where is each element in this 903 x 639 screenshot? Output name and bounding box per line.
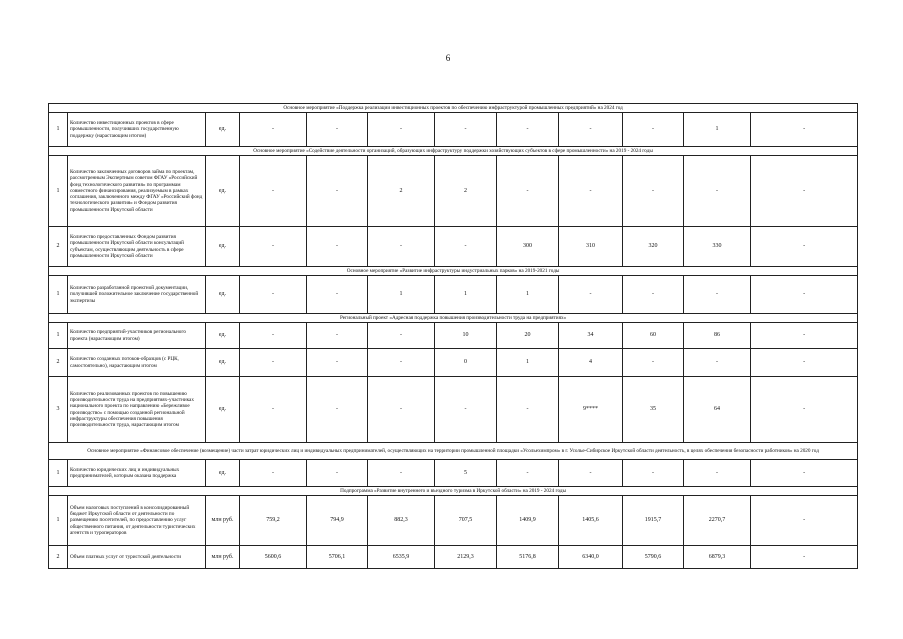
value-cell: 1 — [684, 113, 751, 147]
value-cell: 5600,6 — [240, 546, 307, 569]
value-cell: 310 — [559, 227, 623, 267]
value-cell: - — [368, 349, 435, 377]
indicator-name: Количество предоставленных Фондом развития промышленности Иркутской области консультаций субъектам, осуществляющим деятельность в сфере промышленности Иркутской области — [68, 227, 206, 267]
table-row — [49, 156, 858, 227]
value-cell: - — [751, 377, 858, 443]
value-cell: 86 — [684, 323, 751, 349]
value-cell: 6535,9 — [368, 546, 435, 569]
value-cell: 0 — [435, 349, 497, 377]
value-cell: - — [623, 156, 684, 227]
table-row — [49, 460, 858, 487]
value-cell: 2129,3 — [435, 546, 497, 569]
value-cell: 4 — [559, 349, 623, 377]
row-number: 1 — [49, 460, 68, 487]
value-cell: - — [684, 349, 751, 377]
value-cell: 759,2 — [240, 496, 307, 546]
value-cell: - — [307, 276, 368, 314]
value-cell: 1405,6 — [559, 496, 623, 546]
value-cell: - — [435, 227, 497, 267]
value-cell: - — [751, 460, 858, 487]
row-number: 1 — [49, 156, 68, 227]
value-cell: 707,5 — [435, 496, 497, 546]
unit-cell: ед. — [206, 276, 240, 314]
value-cell: 794,9 — [307, 496, 368, 546]
value-cell: 300 — [497, 227, 559, 267]
value-cell: - — [751, 276, 858, 314]
value-cell: - — [623, 113, 684, 147]
value-cell: - — [240, 276, 307, 314]
value-cell: - — [240, 156, 307, 227]
row-number: 2 — [49, 349, 68, 377]
value-cell: - — [497, 460, 559, 487]
row-number: 1 — [49, 276, 68, 314]
value-cell: - — [368, 323, 435, 349]
value-cell: 9**** — [559, 377, 623, 443]
section-row — [49, 147, 858, 156]
value-cell: - — [684, 276, 751, 314]
indicator-name: Объем платных услуг от туристской деятельности — [68, 546, 206, 569]
unit-cell: ед. — [206, 227, 240, 267]
table-row — [49, 276, 858, 314]
section-row — [49, 314, 858, 323]
row-number: 1 — [49, 323, 68, 349]
value-cell: - — [240, 460, 307, 487]
row-number: 2 — [49, 546, 68, 569]
unit-cell: ед. — [206, 323, 240, 349]
value-cell: - — [240, 377, 307, 443]
table-row — [49, 546, 858, 569]
table-row — [49, 496, 858, 546]
value-cell: - — [751, 323, 858, 349]
value-cell: - — [368, 460, 435, 487]
value-cell: 1409,9 — [497, 496, 559, 546]
value-cell: 320 — [623, 227, 684, 267]
section-row — [49, 487, 858, 496]
value-cell: 34 — [559, 323, 623, 349]
value-cell: 60 — [623, 323, 684, 349]
page-number: 6 — [445, 53, 451, 63]
value-cell: 64 — [684, 377, 751, 443]
value-cell: - — [368, 227, 435, 267]
value-cell: - — [684, 156, 751, 227]
indicator-name: Количество юридических лиц и индивидуальных предпринимателей, которым оказана поддержка — [68, 460, 206, 487]
unit-cell: млн руб. — [206, 546, 240, 569]
section-row — [49, 443, 858, 460]
section-title: Основное мероприятие «Поддержка реализации инвестиционных проектов по обеспечению инфраструктурой промышленных предприятий» на 2024 год — [49, 104, 858, 113]
table-row — [49, 227, 858, 267]
value-cell: 1915,7 — [623, 496, 684, 546]
indicator-name: Количество реализованных проектов по повышению производительности труда на предприятиях-участниках национального проекта по направлению «Бережливое производство» с помощью созданной региональной инфраструктуры обеспечения повышения производительности труда, нарастающим итогом — [68, 377, 206, 443]
value-cell: 6340,0 — [559, 546, 623, 569]
row-number: 3 — [49, 377, 68, 443]
unit-cell: ед. — [206, 113, 240, 147]
unit-cell: ед. — [206, 377, 240, 443]
value-cell: 882,3 — [368, 496, 435, 546]
value-cell: - — [368, 377, 435, 443]
row-number: 1 — [49, 113, 68, 147]
value-cell: 2 — [435, 156, 497, 227]
value-cell: 5176,8 — [497, 546, 559, 569]
value-cell: - — [240, 227, 307, 267]
section-title: Основное мероприятие «Развитие инфраструктуры индустриальных парков» на 2019-2021 годы — [49, 267, 858, 276]
value-cell: 20 — [497, 323, 559, 349]
value-cell: 330 — [684, 227, 751, 267]
value-cell: 1 — [368, 276, 435, 314]
section-row — [49, 267, 858, 276]
value-cell: - — [307, 113, 368, 147]
value-cell: - — [559, 113, 623, 147]
value-cell: - — [559, 156, 623, 227]
value-cell: - — [751, 546, 858, 569]
unit-cell: ед. — [206, 156, 240, 227]
unit-cell: ед. — [206, 349, 240, 377]
row-number: 1 — [49, 496, 68, 546]
value-cell: 1 — [497, 276, 559, 314]
value-cell: 1 — [497, 349, 559, 377]
value-cell: - — [751, 496, 858, 546]
section-title: Основное мероприятие «Финансовое обеспечение (возмещение) части затрат юридических лиц и индивидуальных предпринимателей, осуществляющих на территории промышленной площадки «Усольехимпром» в г. Усолье-Сибирское Иркутской области деятельность, в целях обеспечения безопасности работников» на 2020 год — [49, 443, 858, 460]
value-cell: - — [751, 156, 858, 227]
value-cell: - — [307, 227, 368, 267]
value-cell: - — [623, 460, 684, 487]
value-cell: - — [307, 460, 368, 487]
table-row — [49, 113, 858, 147]
indicator-name: Количество заключенных договоров займа по проектам, рассмотренным Экспертным советом ФГАУ «Российский фонд технологического развития» по программам совместного финансирования, реализуемым в рамках соглашения, заключенного между ФГАУ «Российский фонд технологического развития» и Фондом развития промышленности Иркутской области — [68, 156, 206, 227]
value-cell: - — [684, 460, 751, 487]
section-title: Подпрограмма «Развитие внутреннего и въездного туризма в Иркутской области» на 2019 - 2024 годы — [49, 487, 858, 496]
table-body — [49, 104, 858, 569]
table-row — [49, 323, 858, 349]
section-row — [49, 104, 858, 113]
unit-cell: ед. — [206, 460, 240, 487]
indicator-name: Количество созданных потоков-образцов (с РЦК, самостоятельно), нарастающим итогом — [68, 349, 206, 377]
section-title: Основное мероприятие «Содействие деятельности организаций, образующих инфраструктуру поддержки хозяйствующих субъектов в сфере промышленности» на 2019 - 2024 годы — [49, 147, 858, 156]
value-cell: 5706,1 — [307, 546, 368, 569]
value-cell: - — [559, 460, 623, 487]
value-cell: 2 — [368, 156, 435, 227]
value-cell: 5790,6 — [623, 546, 684, 569]
value-cell: - — [497, 113, 559, 147]
value-cell: - — [368, 113, 435, 147]
value-cell: - — [623, 349, 684, 377]
value-cell: - — [240, 113, 307, 147]
unit-cell: млн руб. — [206, 496, 240, 546]
value-cell: 2270,7 — [684, 496, 751, 546]
value-cell: - — [751, 113, 858, 147]
section-title: Региональный проект «Адресная поддержка повышения производительности труда на предприятиях» — [49, 314, 858, 323]
value-cell: - — [240, 323, 307, 349]
value-cell: - — [307, 323, 368, 349]
value-cell: 1 — [435, 276, 497, 314]
value-cell: - — [623, 276, 684, 314]
value-cell: - — [497, 377, 559, 443]
value-cell: - — [307, 349, 368, 377]
indicator-name: Количество разработанной проектной документации, получившей положительное заключение государственной экспертизы — [68, 276, 206, 314]
value-cell: 35 — [623, 377, 684, 443]
value-cell: - — [559, 276, 623, 314]
value-cell: - — [435, 377, 497, 443]
value-cell: - — [307, 156, 368, 227]
indicators-table — [48, 103, 858, 569]
value-cell: - — [307, 377, 368, 443]
value-cell: - — [240, 349, 307, 377]
value-cell: - — [497, 156, 559, 227]
value-cell: 5 — [435, 460, 497, 487]
indicator-name: Количество предприятий-участников регионального проекта (нарастающим итогом) — [68, 323, 206, 349]
row-number: 2 — [49, 227, 68, 267]
indicator-name: Объем налоговых поступлений в консолидированный бюджет Иркутской области от деятельности по размещению посетителей, по предоставлению услуг общественного питания, от деятельности туристических агентств и туроператоров — [68, 496, 206, 546]
value-cell: 6879,3 — [684, 546, 751, 569]
table-row — [49, 349, 858, 377]
indicator-name: Количество инвестиционных проектов в сфере промышленности, получивших государственную поддержку (нарастающим итогом) — [68, 113, 206, 147]
value-cell: - — [751, 349, 858, 377]
value-cell: - — [435, 113, 497, 147]
value-cell: 10 — [435, 323, 497, 349]
table-row — [49, 377, 858, 443]
value-cell: - — [751, 227, 858, 267]
